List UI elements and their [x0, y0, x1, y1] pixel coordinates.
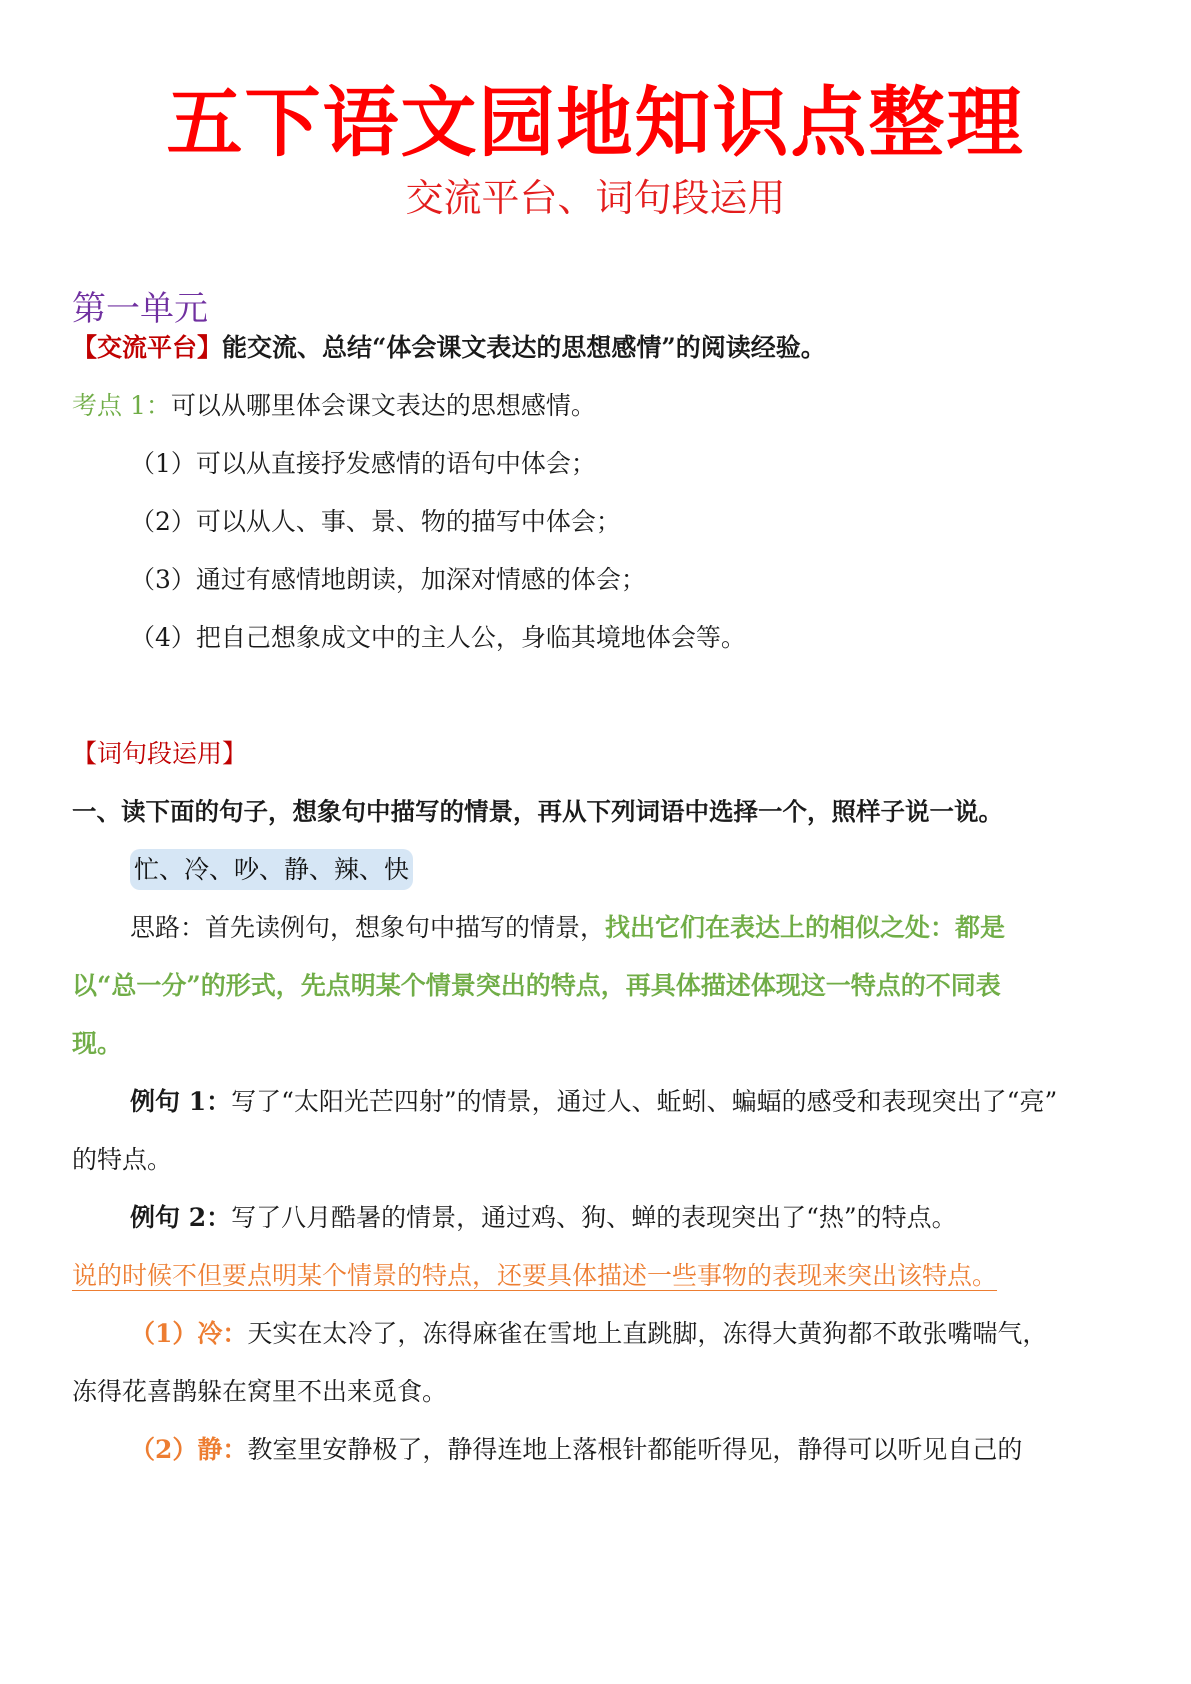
answer-2-line	[130, 1432, 1022, 1468]
exchange-platform-tag: 【交流平台】	[72, 333, 223, 362]
example-2-label: 例句 2：	[130, 1203, 232, 1232]
kaodian-item-3: （3）通过有感情地朗读，加深对情感的体会；	[130, 565, 646, 594]
word-choices-highlight: 忙、冷、吵、静、辣、快	[130, 849, 413, 890]
example-1-text-1: 写了“太阳光芒四射”的情景，通过人、蚯蚓、蝙蝠的感受和表现突出了“亮”	[231, 1087, 1058, 1116]
exchange-platform-line	[72, 330, 826, 366]
answer-1-line-2: 冻得花喜鹊躲在窝里不出来觅食。	[72, 1377, 448, 1406]
word-choices	[130, 852, 413, 888]
example-2-line	[130, 1200, 957, 1236]
example-1-label: 例句 1：	[130, 1087, 232, 1116]
example-1-line-1	[130, 1084, 1057, 1120]
ciju-tag: 【词句段运用】	[72, 739, 248, 768]
kaodian-text: 可以从哪里体会课文表达的思想感情。	[170, 391, 596, 420]
tip-underlined: 说的时候不但要点明某个情景的特点，还要具体描述一些事物的表现来突出该特点。	[72, 1261, 998, 1290]
silu-line-2: 以“总一分”的形式，先点明某个情景突出的特点，再具体描述体现这一特点的不同表	[72, 971, 1001, 1000]
unit-heading: 第一单元	[72, 289, 208, 329]
silu-line-1	[130, 910, 1005, 946]
silu-prefix: 思路：首先读例句，想象句中描写的情景，	[130, 913, 606, 942]
example-1-line-2: 的特点。	[72, 1145, 173, 1174]
question-1: 一、读下面的句子，想象句中描写的情景，再从下列词语中选择一个，照样子说一说。	[72, 797, 1003, 826]
example-2-text: 写了八月酷暑的情景，通过鸡、狗、蝉的表现突出了“热”的特点。	[231, 1203, 957, 1232]
answer-1-text-1: 天实在太冷了，冻得麻雀在雪地上直跳脚，冻得大黄狗都不敢张嘴喘气，	[247, 1319, 1048, 1348]
answer-2-label: （2）静：	[130, 1435, 248, 1464]
kaodian-item-2: （2）可以从人、事、景、物的描写中体会；	[130, 507, 621, 536]
silu-line-3: 现。	[72, 1029, 123, 1058]
answer-1-label: （1）冷：	[130, 1319, 248, 1348]
page-subtitle: 交流平台、词句段运用	[405, 176, 786, 220]
kaodian-label: 考点 1：	[72, 391, 171, 420]
answer-1-line-1	[130, 1316, 1047, 1352]
answer-2-text: 教室里安静极了，静得连地上落根针都能听得见，静得可以听见自己的	[247, 1435, 1023, 1464]
page-title: 五下语文园地知识点整理	[166, 78, 1025, 167]
exchange-platform-text: 能交流、总结“体会课文表达的思想感情”的阅读经验。	[222, 333, 826, 362]
kaodian-line	[72, 388, 596, 424]
silu-green-1: 找出它们在表达上的相似之处：都是	[605, 913, 1006, 942]
kaodian-item-4: （4）把自己想象成文中的主人公，身临其境地体会等。	[130, 623, 746, 652]
kaodian-item-1: （1）可以从直接抒发感情的语句中体会；	[130, 449, 596, 478]
